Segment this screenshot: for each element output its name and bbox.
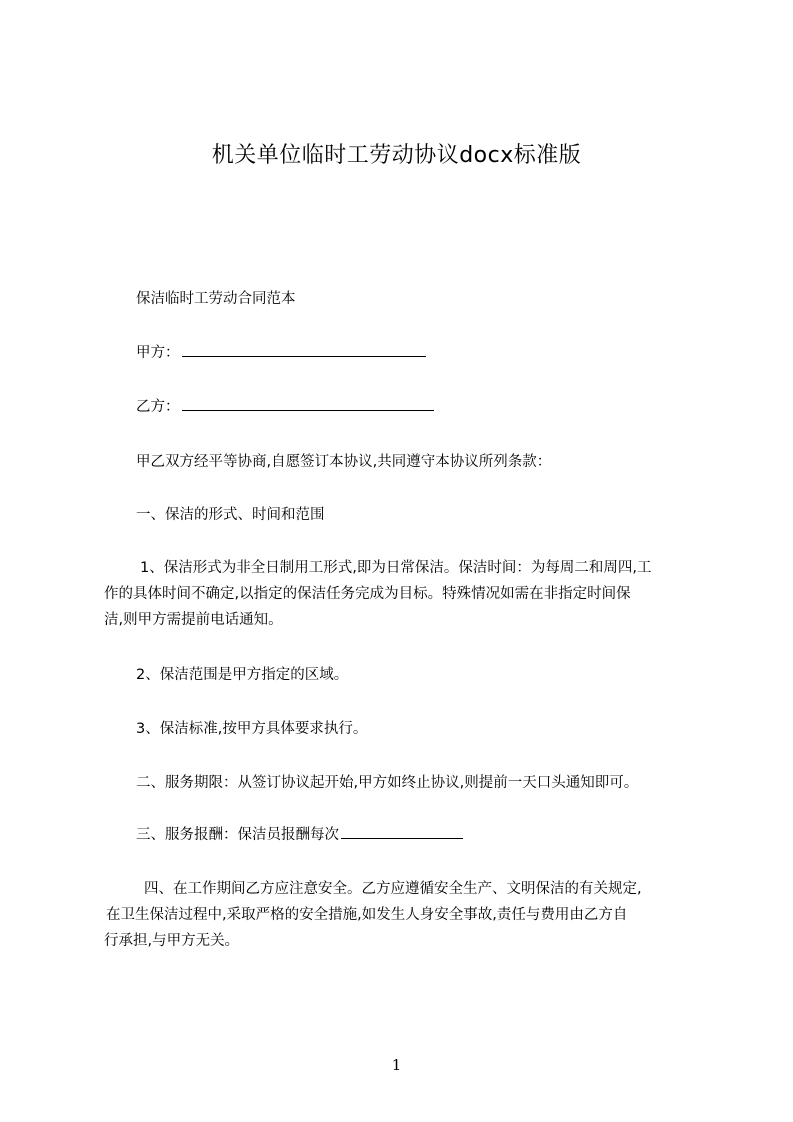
section3-label: 三、服务报酬：保洁员报酬每次 [136,827,339,843]
document-title: 机关单位临时工劳动协议docx标准版 [211,143,582,168]
section1-heading: 一、保洁的形式、时间和范围 [136,507,325,523]
section4-line: 四、在工作期间乙方应注意安全。乙方应遵循安全生产、文明保洁的有关规定, [144,881,642,897]
section4-line: 在卫生保洁过程中,采取严格的安全措施,如发生人身安全事故,责任与费用由乙方自 [106,907,628,923]
subtitle: 保洁临时工劳动合同范本 [136,291,296,307]
party-a-line [104,340,704,366]
clause1-line: 作的具体时间不确定,以指定的保洁任务完成为目标。特殊情况如需在非指定时间保 [104,586,631,602]
party-b-line [104,394,704,420]
section4-paragraph [104,876,704,954]
party-a-label: 甲方： [136,345,180,361]
section4-line: 行承担,与甲方无关。 [104,933,240,949]
page-number: 1 [391,1056,402,1074]
clause1-paragraph [104,555,704,633]
intro-paragraph: 甲乙双方经平等协商,自愿签订本协议,共同遵守本协议所列条款： [136,454,552,470]
party-b-label: 乙方： [136,399,180,415]
clause3-paragraph: 3、保洁标准,按甲方具体要求执行。 [136,721,368,737]
clause1-line: 1、保洁形式为非全日制用工形式,即为日常保洁。保洁时间：为每周二和周四,工 [140,560,652,576]
party-b-blank [182,394,434,411]
section2-paragraph: 二、服务期限：从签订协议起开始,甲方如终止协议,则提前一天口头通知即可。 [136,775,639,791]
party-a-blank [182,340,426,357]
clause1-line: 洁,则甲方需提前电话通知。 [104,612,283,628]
remuneration-blank [341,822,463,839]
section3-line [104,822,704,848]
clause2-paragraph: 2、保洁范围是甲方指定的区域。 [136,667,349,683]
